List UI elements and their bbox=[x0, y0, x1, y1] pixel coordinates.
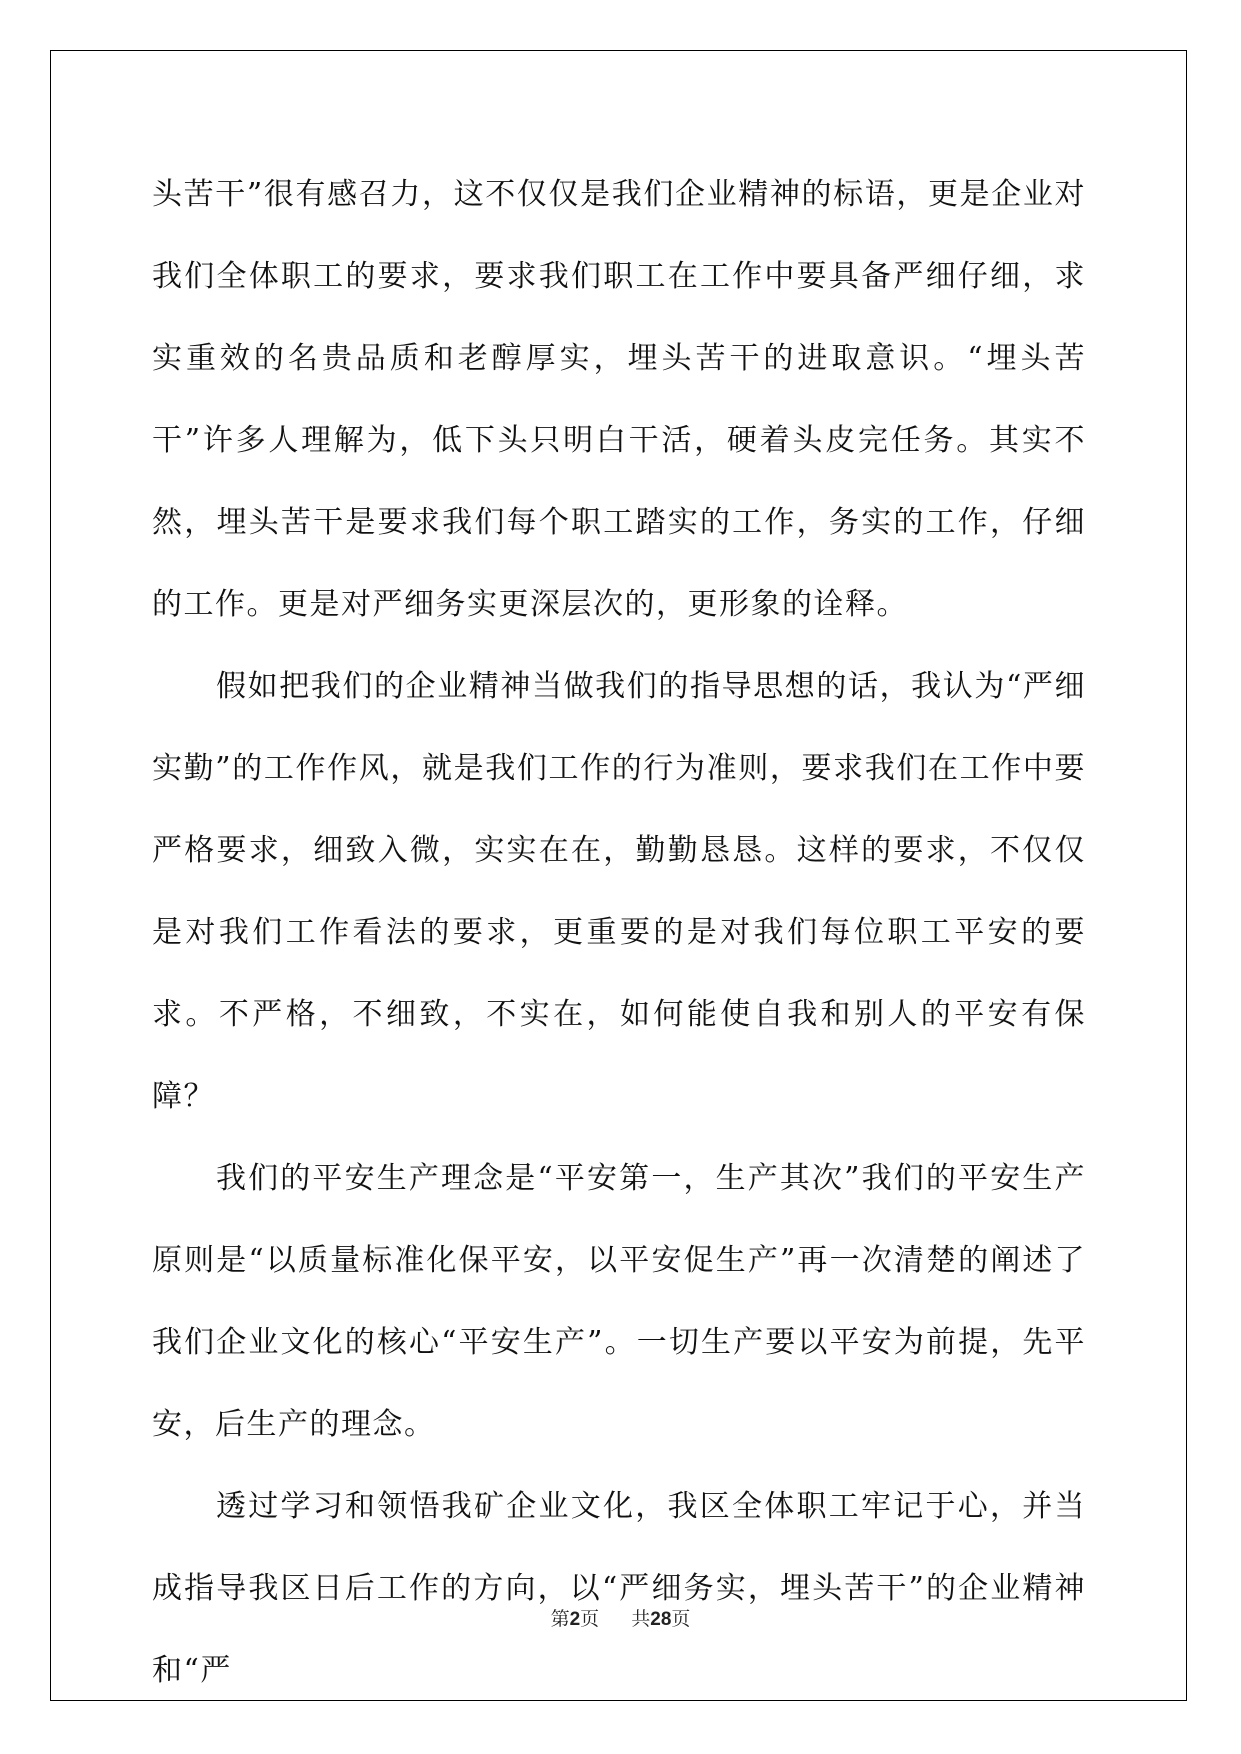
document-body bbox=[152, 154, 1086, 1712]
total-prefix: 共 bbox=[631, 1608, 651, 1630]
current-page-number: 2 bbox=[569, 1609, 581, 1630]
page-prefix: 第 bbox=[550, 1608, 570, 1630]
total-page-count: 28 bbox=[650, 1609, 672, 1630]
paragraph-3: 我们的平安生产理念是“平安第一，生产其次”我们的平安生产原则是“以质量标准化保平安，以平安促生产”再一次清楚的阐述了我们企业文化的核心“平安生产”。一切生产要以平安为前提，先平安，后生产的理念。 bbox=[152, 1161, 1086, 1442]
page-footer bbox=[0, 1606, 1241, 1633]
total-pages-label bbox=[631, 1608, 690, 1630]
paragraph-4: 透过学习和领悟我矿企业文化，我区全体职工牢记于心，并当成指导我区日后工作的方向，以“严细务实，埋头苦干”的企业精神和“严 bbox=[152, 1489, 1086, 1688]
total-unit: 页 bbox=[671, 1608, 691, 1630]
paragraph-2: 假如把我们的企业精神当做我们的指导思想的话，我认为“严细实勤”的工作作风，就是我们工作的行为准则，要求我们在工作中要严格要求，细致入微，实实在在，勤勤恳恳。这样的要求，不仅仅是对我们工作看法的要求，更重要的是对我们每位职工平安的要求。不严格，不细致，不实在，如何能使自我和别人的平安有保障？ bbox=[152, 669, 1086, 1114]
paragraph-1: 头苦干”很有感召力，这不仅仅是我们企业精神的标语，更是企业对我们全体职工的要求，要求我们职工在工作中要具备严细仔细，求实重效的名贵品质和老醇厚实，埋头苦干的进取意识。“埋头苦干”许多人理解为，低下头只明白干活，硬着头皮完任务。其实不然，埋头苦干是要求我们每个职工踏实的工作，务实的工作，仔细的工作。更是对严细务实更深层次的，更形象的诠释。 bbox=[152, 177, 1086, 622]
page-unit: 页 bbox=[580, 1608, 600, 1630]
page-number-label bbox=[551, 1608, 606, 1630]
